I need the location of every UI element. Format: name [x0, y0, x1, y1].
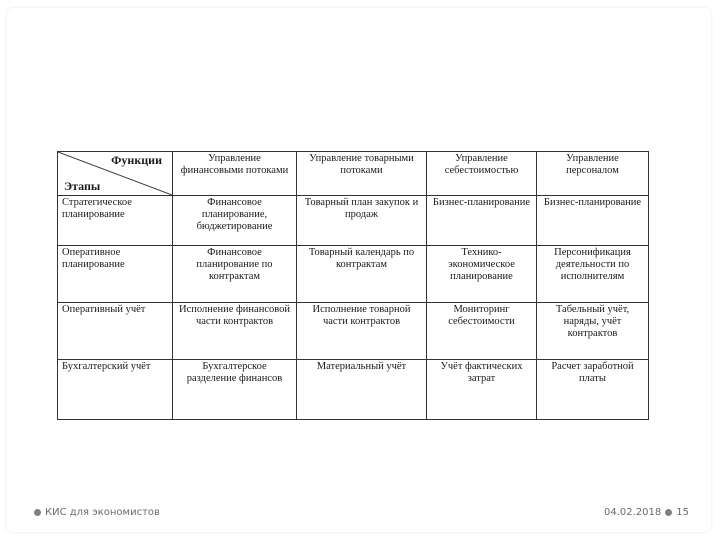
table-cell: Технико-экономическое планирование	[427, 246, 537, 303]
table-cell: Товарный календарь по контрактам	[297, 246, 427, 303]
table-cell: Расчет заработной платы	[537, 360, 649, 420]
column-header: Управление себестоимостью	[427, 152, 537, 196]
row-stage-label: Оперативный учёт	[58, 303, 173, 360]
header-row	[58, 152, 649, 196]
bullet-dot-icon	[665, 509, 672, 516]
column-header: Управление товарными потоками	[297, 152, 427, 196]
column-header: Управление персоналом	[537, 152, 649, 196]
footer-title: КИС для экономистов	[45, 507, 160, 518]
table-row	[58, 303, 649, 360]
table-cell: Исполнение товарной части контрактов	[297, 303, 427, 360]
column-header: Управление финансовыми потоками	[173, 152, 297, 196]
corner-label-functions: Функции	[111, 153, 162, 167]
corner-cell	[58, 152, 173, 196]
footer-right	[604, 507, 689, 518]
row-stage-label: Бухгалтерский учёт	[58, 360, 173, 420]
table-cell: Учёт фактических затрат	[427, 360, 537, 420]
table-cell: Финансовое планирование по контрактам	[173, 246, 297, 303]
table-cell: Материальный учёт	[297, 360, 427, 420]
page-number: 15	[676, 507, 689, 518]
table-cell: Бизнес-планирование	[427, 196, 537, 246]
footer-left	[30, 507, 160, 518]
table-cell: Бухгалтерское разделение финансов	[173, 360, 297, 420]
table-cell: Табельный учёт, наряды, учёт контрактов	[537, 303, 649, 360]
table-row	[58, 196, 649, 246]
corner-label-stages: Этапы	[64, 179, 101, 193]
footer-date: 04.02.2018	[604, 507, 662, 518]
table-cell: Персонификация деятельности по исполнителям	[537, 246, 649, 303]
row-stage-label: Оперативное планирование	[58, 246, 173, 303]
table-row	[58, 360, 649, 420]
bullet-dot-icon	[34, 509, 41, 516]
table-cell: Исполнение финансовой части контрактов	[173, 303, 297, 360]
table-cell: Бизнес-планирование	[537, 196, 649, 246]
functions-stages-table	[57, 151, 649, 420]
row-stage-label: Стратегическое планирование	[58, 196, 173, 246]
table-cell: Товарный план закупок и продаж	[297, 196, 427, 246]
table-row	[58, 246, 649, 303]
table-cell: Финансовое планирование, бюджетирование	[173, 196, 297, 246]
table-cell: Мониторинг себестоимости	[427, 303, 537, 360]
